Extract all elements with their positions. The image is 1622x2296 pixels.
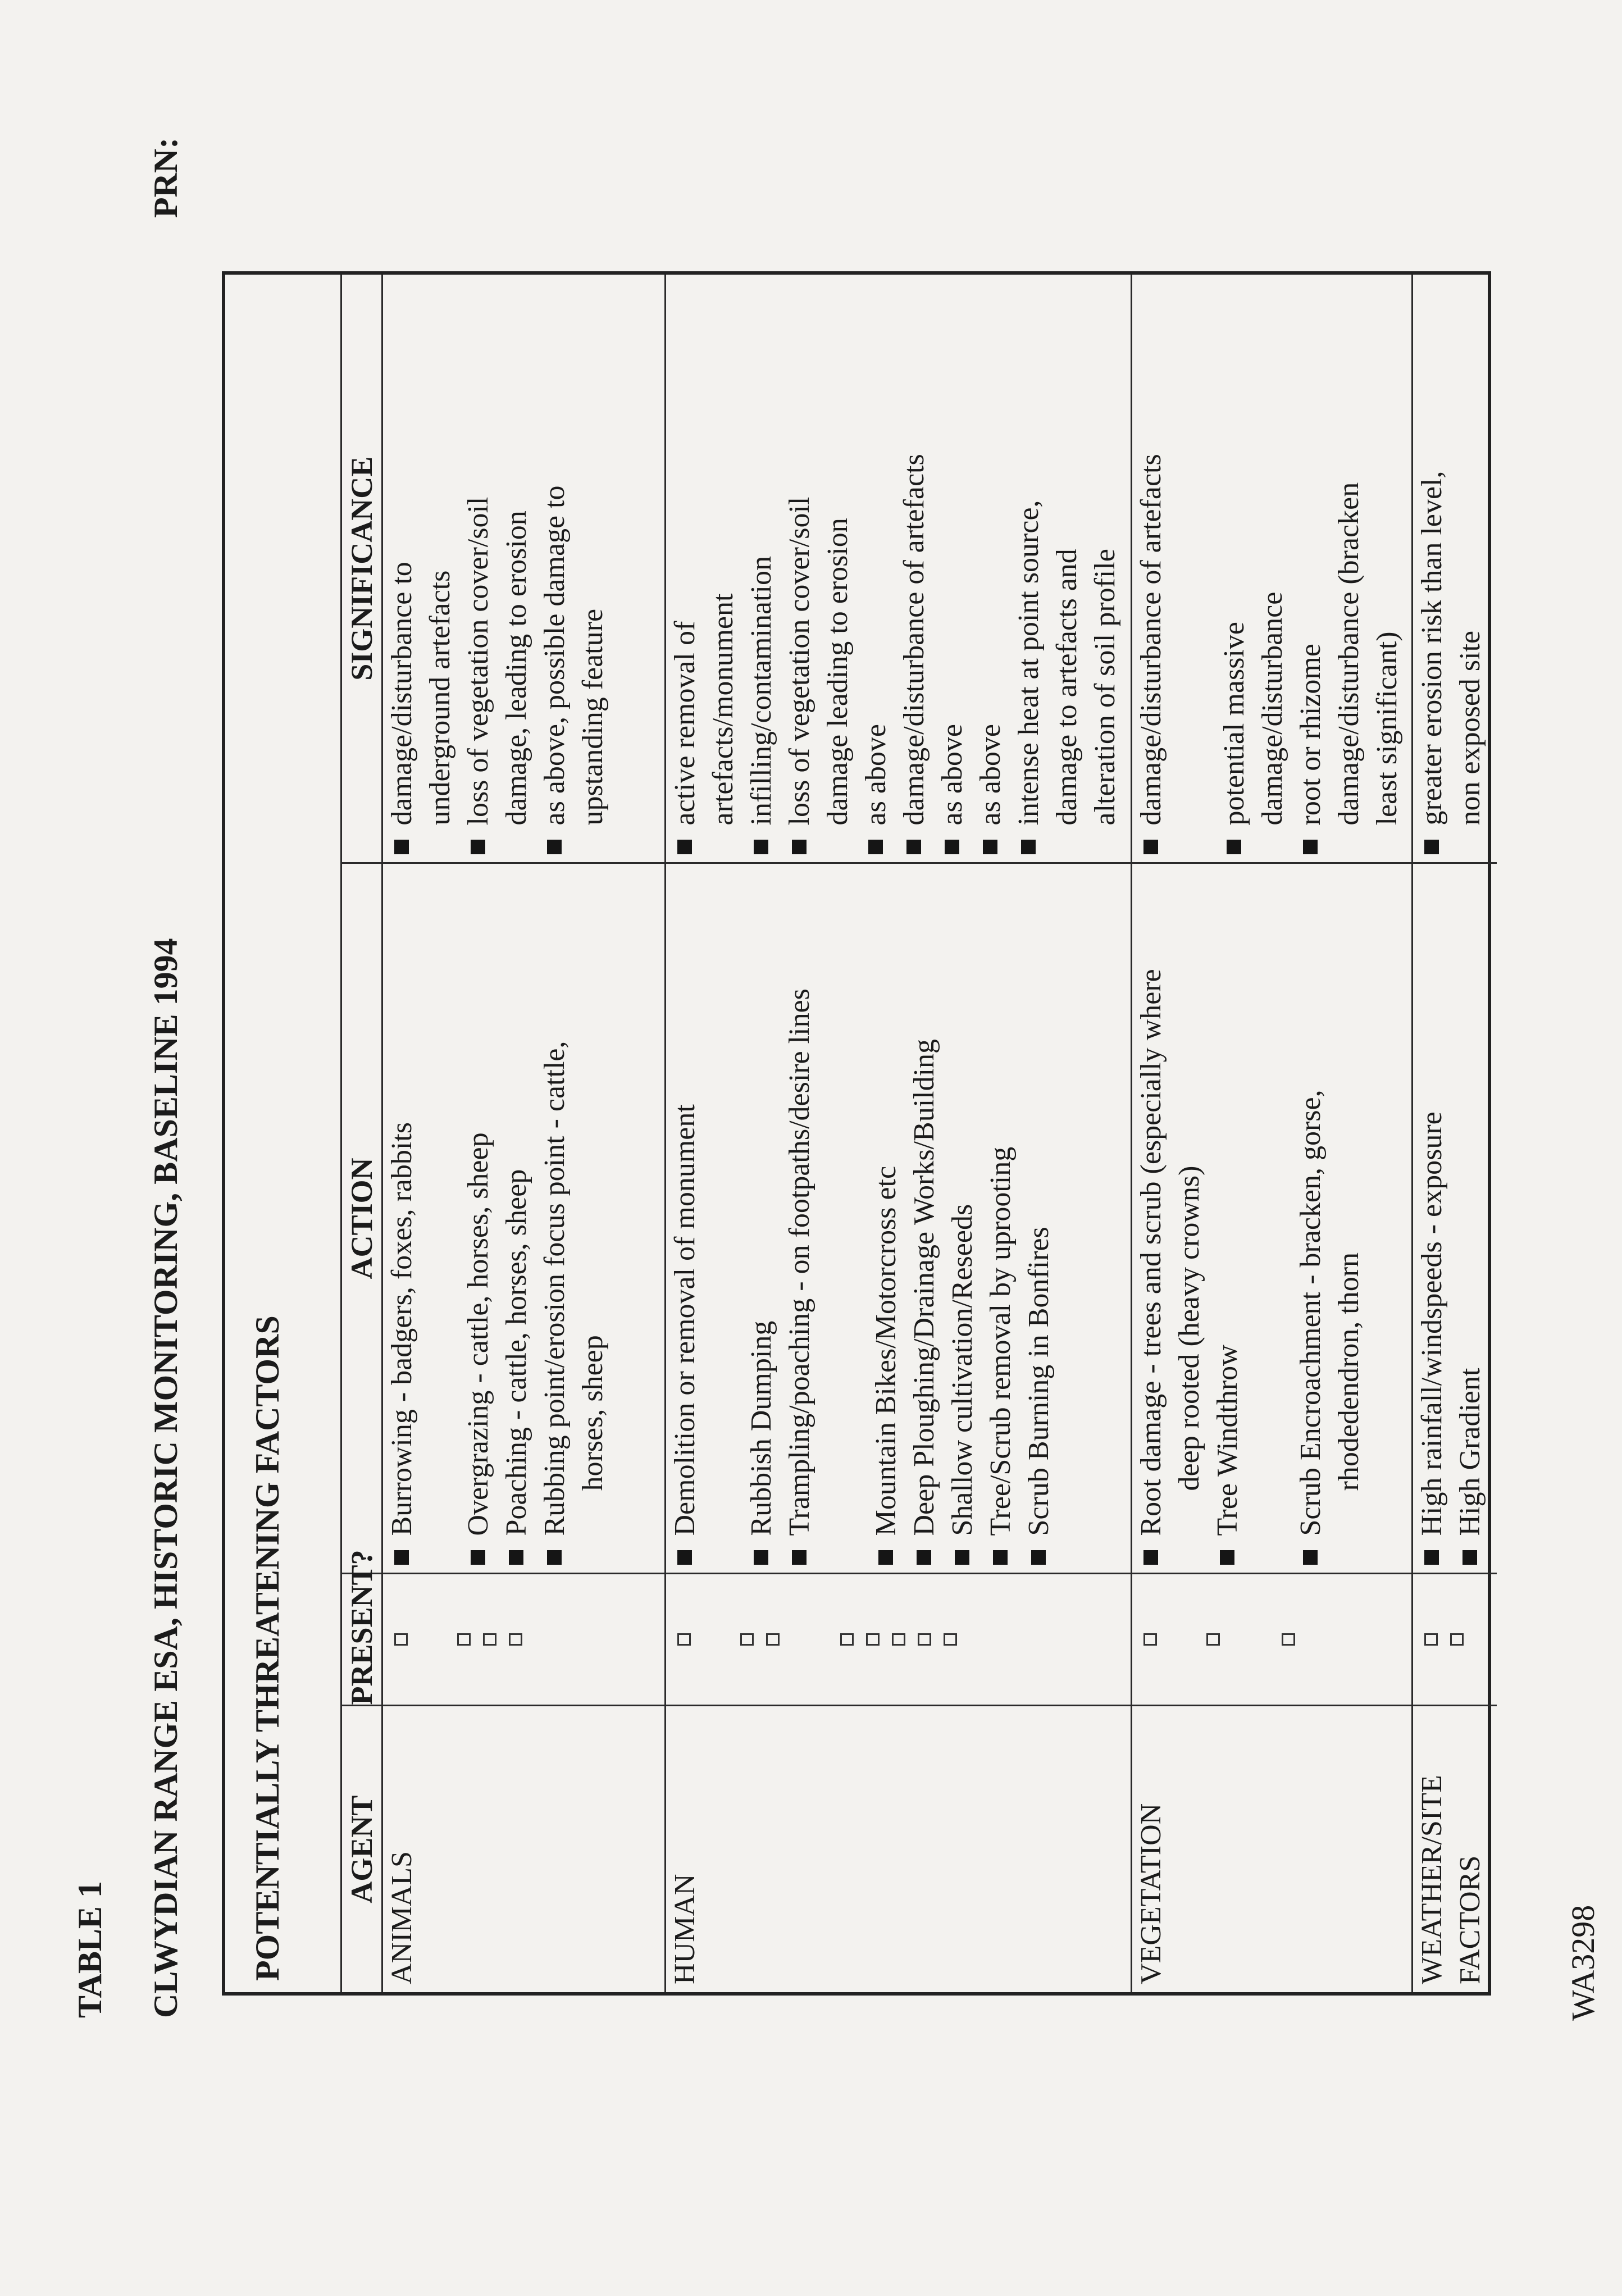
present-checkbox[interactable]	[677, 1634, 691, 1646]
significance-item	[1215, 283, 1292, 855]
present-cell	[666, 1574, 1132, 1706]
bullet-icon	[878, 1551, 893, 1565]
bullet-icon	[1424, 1551, 1439, 1565]
action-item	[1020, 872, 1058, 1565]
significance-text: loss of vegetation cover/soil	[783, 496, 815, 826]
action-text-continued: horses, sheep	[577, 1335, 609, 1491]
agent-label: HUMAN	[669, 1874, 701, 1984]
action-text: Poaching - cattle, horses, sheep	[500, 1169, 532, 1536]
action-text: Rubbish Dumping	[745, 1320, 777, 1536]
significance-cell	[666, 275, 1132, 863]
significance-text: intense heat at point source,	[1013, 500, 1045, 826]
action-item	[536, 872, 612, 1565]
table-row	[1413, 275, 1497, 1992]
bullet-icon	[1143, 840, 1158, 855]
column-header-action: ACTION	[341, 863, 382, 1574]
action-text: Demolition or removal of monument	[669, 1104, 701, 1536]
action-text: High Gradient	[1454, 1368, 1486, 1536]
significance-item	[383, 283, 459, 855]
bullet-icon	[509, 1551, 523, 1565]
action-item	[1451, 872, 1489, 1565]
significance-item	[1413, 283, 1489, 855]
significance-text: loss of vegetation cover/soil	[462, 496, 494, 826]
agent-label: WEATHER/SITE	[1416, 1775, 1448, 1984]
significance-item	[1010, 283, 1124, 855]
action-text: Rubbing point/erosion focus point - cattle,	[539, 1041, 571, 1536]
significance-text-continued: alteration of soil profile	[1089, 549, 1121, 826]
action-cell	[666, 863, 1132, 1574]
significance-text: as above	[936, 724, 968, 826]
action-item	[982, 872, 1020, 1565]
present-checkbox[interactable]	[766, 1634, 780, 1646]
bullet-icon	[677, 840, 692, 855]
present-checkbox[interactable]	[840, 1634, 854, 1646]
present-checkbox[interactable]	[483, 1634, 496, 1646]
bullet-icon	[792, 1551, 807, 1565]
table-row	[1132, 275, 1413, 1992]
present-checkbox[interactable]	[394, 1634, 408, 1646]
bullet-icon	[394, 840, 409, 855]
action-item	[1292, 872, 1368, 1565]
significance-text: as above, possible damage to	[539, 485, 571, 826]
significance-item	[459, 283, 536, 855]
present-checkbox[interactable]	[457, 1634, 471, 1646]
bullet-icon	[945, 840, 959, 855]
action-text: Deep Ploughing/Drainage Works/Building	[908, 1038, 940, 1536]
bullet-icon	[471, 840, 485, 855]
action-text: Scrub Encroachment - bracken, gorse,	[1295, 1090, 1327, 1536]
present-checkbox[interactable]	[892, 1634, 905, 1646]
action-item	[666, 872, 704, 1565]
bullet-icon	[754, 840, 768, 855]
action-item	[867, 872, 905, 1565]
significance-text: as above	[860, 724, 892, 826]
significance-cell	[382, 275, 666, 863]
threat-factors-frame	[222, 271, 1491, 1996]
bullet-icon	[868, 840, 883, 855]
action-item	[383, 872, 421, 1565]
action-text: Burrowing - badgers, foxes, rabbits	[386, 1122, 418, 1536]
table-number-label: TABLE 1	[71, 1881, 108, 2018]
agent-label: ANIMALS	[386, 1851, 418, 1984]
header-row	[341, 275, 382, 1992]
column-header-agent: AGENT	[341, 1706, 382, 1992]
action-text-continued: deep rooted (heavy crowns)	[1173, 1165, 1205, 1491]
significance-text-continued: least significant)	[1371, 631, 1403, 826]
present-checkbox[interactable]	[944, 1634, 957, 1646]
bullet-icon	[394, 1551, 409, 1565]
bullet-icon	[917, 1551, 931, 1565]
significance-text: active removal of	[669, 621, 701, 826]
action-text-continued: rhodedendron, thorn	[1333, 1252, 1365, 1491]
significance-text: damage/disturbance to	[386, 562, 418, 826]
column-header-present: PRESENT?	[341, 1574, 382, 1706]
present-checkbox[interactable]	[1424, 1634, 1438, 1646]
bullet-icon	[1303, 840, 1318, 855]
action-item	[781, 872, 819, 1565]
action-item	[1132, 872, 1209, 1565]
action-item	[498, 872, 536, 1565]
bullet-icon	[1031, 1551, 1046, 1565]
present-checkbox[interactable]	[866, 1634, 880, 1646]
bullet-icon	[1462, 1551, 1477, 1565]
bullet-icon	[677, 1551, 692, 1565]
agent-cell	[666, 1706, 1132, 1992]
significance-item	[781, 283, 857, 855]
significance-item	[972, 283, 1010, 855]
significance-text: infilling/contamination	[745, 556, 777, 826]
significance-item	[895, 283, 933, 855]
significance-text-continued: upstanding feature	[577, 608, 609, 826]
bullet-icon	[1303, 1551, 1318, 1565]
bullet-icon	[792, 840, 807, 855]
bullet-icon	[1424, 840, 1439, 855]
action-text: Mountain Bikes/Motorcross etc	[870, 1165, 902, 1536]
present-checkbox[interactable]	[1143, 1634, 1157, 1646]
bullet-icon	[1143, 1551, 1158, 1565]
bullet-icon	[993, 1551, 1008, 1565]
significance-item	[536, 283, 612, 855]
action-item	[1209, 872, 1247, 1565]
action-text: High rainfall/windspeeds - exposure	[1416, 1111, 1448, 1536]
action-text: Overgrazing - cattle, horses, sheep	[462, 1132, 494, 1536]
bullet-icon	[1021, 840, 1036, 855]
significance-text-continued: damage, leading to erosion	[500, 511, 532, 826]
significance-text: damage/disturbance of artefacts	[1135, 454, 1167, 826]
present-checkbox[interactable]	[740, 1634, 754, 1646]
significance-text-continued: damage/disturbance	[1256, 591, 1288, 826]
present-checkbox[interactable]	[1206, 1634, 1220, 1646]
threat-factors-table	[340, 275, 1497, 1992]
significance-text-continued: artefacts/monument	[707, 593, 739, 826]
agent-cell	[382, 1706, 666, 1992]
action-text: Root damage - trees and scrub (especially where	[1135, 969, 1167, 1536]
significance-item	[933, 283, 972, 855]
action-text: Tree/Scrub removal by uprooting	[985, 1146, 1017, 1536]
present-checkbox[interactable]	[509, 1634, 522, 1646]
bullet-icon	[547, 1551, 562, 1565]
agent-label-continued: FACTORS	[1454, 1855, 1486, 1984]
agent-cell	[1132, 1706, 1413, 1992]
table-row	[382, 275, 666, 1992]
significance-item	[742, 283, 781, 855]
bullet-icon	[471, 1551, 485, 1565]
significance-cell	[1413, 275, 1497, 863]
bullet-icon	[754, 1551, 768, 1565]
bullet-icon	[547, 840, 562, 855]
prn-label: PRN:	[147, 137, 184, 218]
significance-item	[857, 283, 895, 855]
bullet-icon	[955, 1551, 969, 1565]
report-title: CLWYDIAN RANGE ESA, HISTORIC MONITORING, BASELINE 1994	[147, 938, 184, 2018]
bullet-icon	[1220, 1551, 1234, 1565]
significance-text-continued: non exposed site	[1454, 630, 1486, 826]
action-text: Scrub Burning in Bonfires	[1023, 1227, 1055, 1536]
significance-text-continued: damage/disturbance (bracken	[1333, 482, 1365, 826]
document-reference: WA3298	[1565, 1905, 1601, 2021]
bullet-icon	[1227, 840, 1241, 855]
action-cell	[1413, 863, 1497, 1574]
column-header-significance: SIGNIFICANCE	[341, 275, 382, 863]
significance-text-continued: underground artefacts	[424, 570, 456, 826]
action-cell	[1132, 863, 1413, 1574]
significance-item	[1132, 283, 1170, 855]
significance-cell	[1132, 275, 1413, 863]
significance-text: root or rhizome	[1295, 644, 1327, 826]
action-item	[742, 872, 781, 1565]
significance-item	[666, 283, 742, 855]
table-row	[666, 275, 1132, 1992]
bullet-icon	[983, 840, 997, 855]
significance-item	[1292, 283, 1406, 855]
present-cell	[1132, 1574, 1413, 1706]
action-item	[459, 872, 498, 1565]
agent-label: VEGETATION	[1135, 1803, 1167, 1984]
significance-text-continued: damage to artefacts and	[1051, 549, 1083, 826]
present-cell	[382, 1574, 666, 1706]
action-text: Shallow cultivation/Reseeds	[946, 1204, 978, 1536]
action-item	[1413, 872, 1451, 1565]
present-cell	[1413, 1574, 1497, 1706]
table-caption: POTENTIALLY THREATENING FACTORS	[249, 1315, 286, 1981]
significance-text: potential massive	[1218, 622, 1250, 826]
agent-cell	[1413, 1706, 1497, 1992]
significance-text-continued: damage leading to erosion	[822, 518, 854, 826]
action-cell	[382, 863, 666, 1574]
action-text: Trampling/poaching - on footpaths/desire lines	[783, 988, 815, 1536]
significance-text: as above	[974, 724, 1006, 826]
present-checkbox[interactable]	[1450, 1634, 1464, 1646]
present-checkbox[interactable]	[1282, 1634, 1295, 1646]
action-text: Tree Windthrow	[1211, 1345, 1243, 1536]
significance-text: damage/disturbance of artefacts	[898, 454, 930, 826]
action-item	[905, 872, 944, 1565]
action-item	[944, 872, 982, 1565]
significance-text: greater erosion risk than level,	[1416, 471, 1448, 826]
present-checkbox[interactable]	[918, 1634, 931, 1646]
bullet-icon	[906, 840, 921, 855]
